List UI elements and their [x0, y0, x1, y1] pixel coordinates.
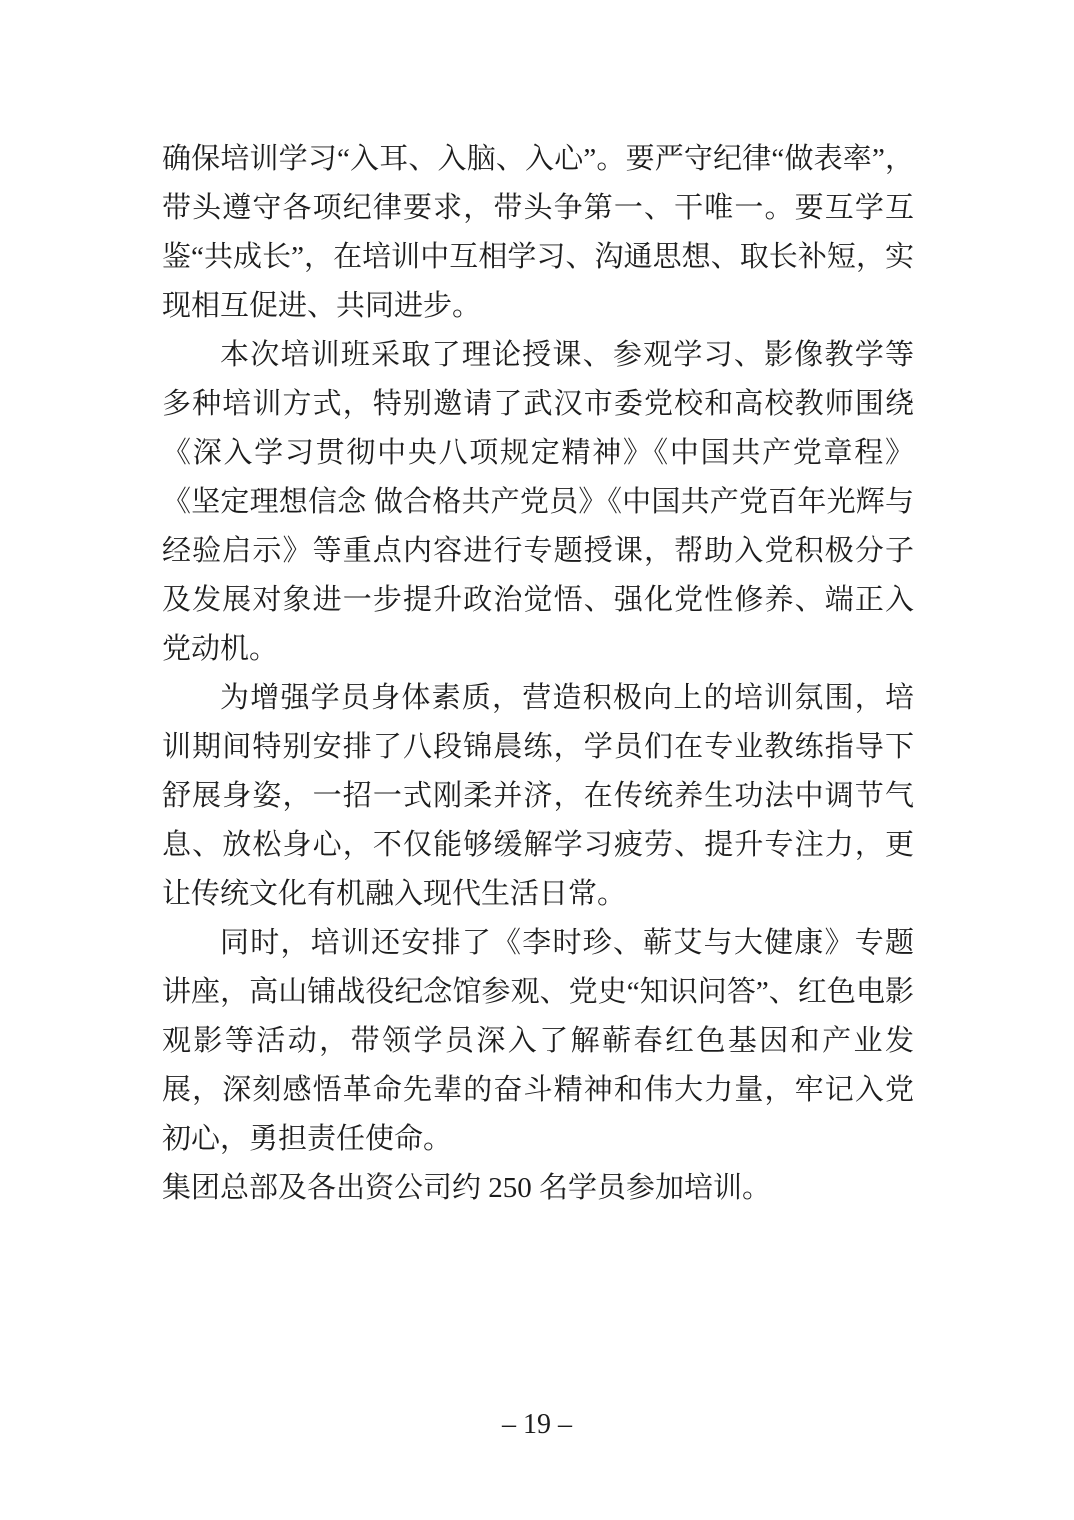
paragraph: 本次培训班采取了理论授课、参观学习、影像教学等多种培训方式，特别邀请了武汉市委党校和高校教师围绕《深入学习贯彻中央八项规定精神》《中国共产党章程》《坚定理想信念 做合格共产党员》《中国共产党百年光辉与经验启示》等重点内容进行专题授课，帮助入党积极分子及发展对象进一步提升政治觉悟、强化党性修养、端正入党动机。: [162, 339, 914, 665]
document-body: [162, 135, 914, 1213]
paragraph: 同时，培训还安排了《李时珍、蕲艾与大健康》专题讲座，高山铺战役纪念馆参观、党史“知识问答”、红色电影观影等活动，带领学员深入了解蕲春红色基因和产业发展，深刻感悟革命先辈的奋斗精神和伟大力量，牢记入党初心，勇担责任使命。: [162, 927, 914, 1155]
paragraph: 确保培训学习“入耳、入脑、入心”。要严守纪律“做表率”，带头遵守各项纪律要求，带头争第一、干唯一。要互学互鉴“共成长”，在培训中互相学习、沟通思想、取长补短，实现相互促进、共同进步。: [162, 143, 914, 322]
paragraph: 集团总部及各出资公司约 250 名学员参加培训。: [162, 1172, 772, 1204]
page-number: – 19 –: [502, 1409, 572, 1440]
paragraph: 为增强学员身体素质，营造积极向上的培训氛围，培训期间特别安排了八段锦晨练，学员们在专业教练指导下舒展身姿，一招一式刚柔并济，在传统养生功法中调节气息、放松身心，不仅能够缓解学习疲劳、提升专注力，更让传统文化有机融入现代生活日常。: [162, 682, 914, 910]
